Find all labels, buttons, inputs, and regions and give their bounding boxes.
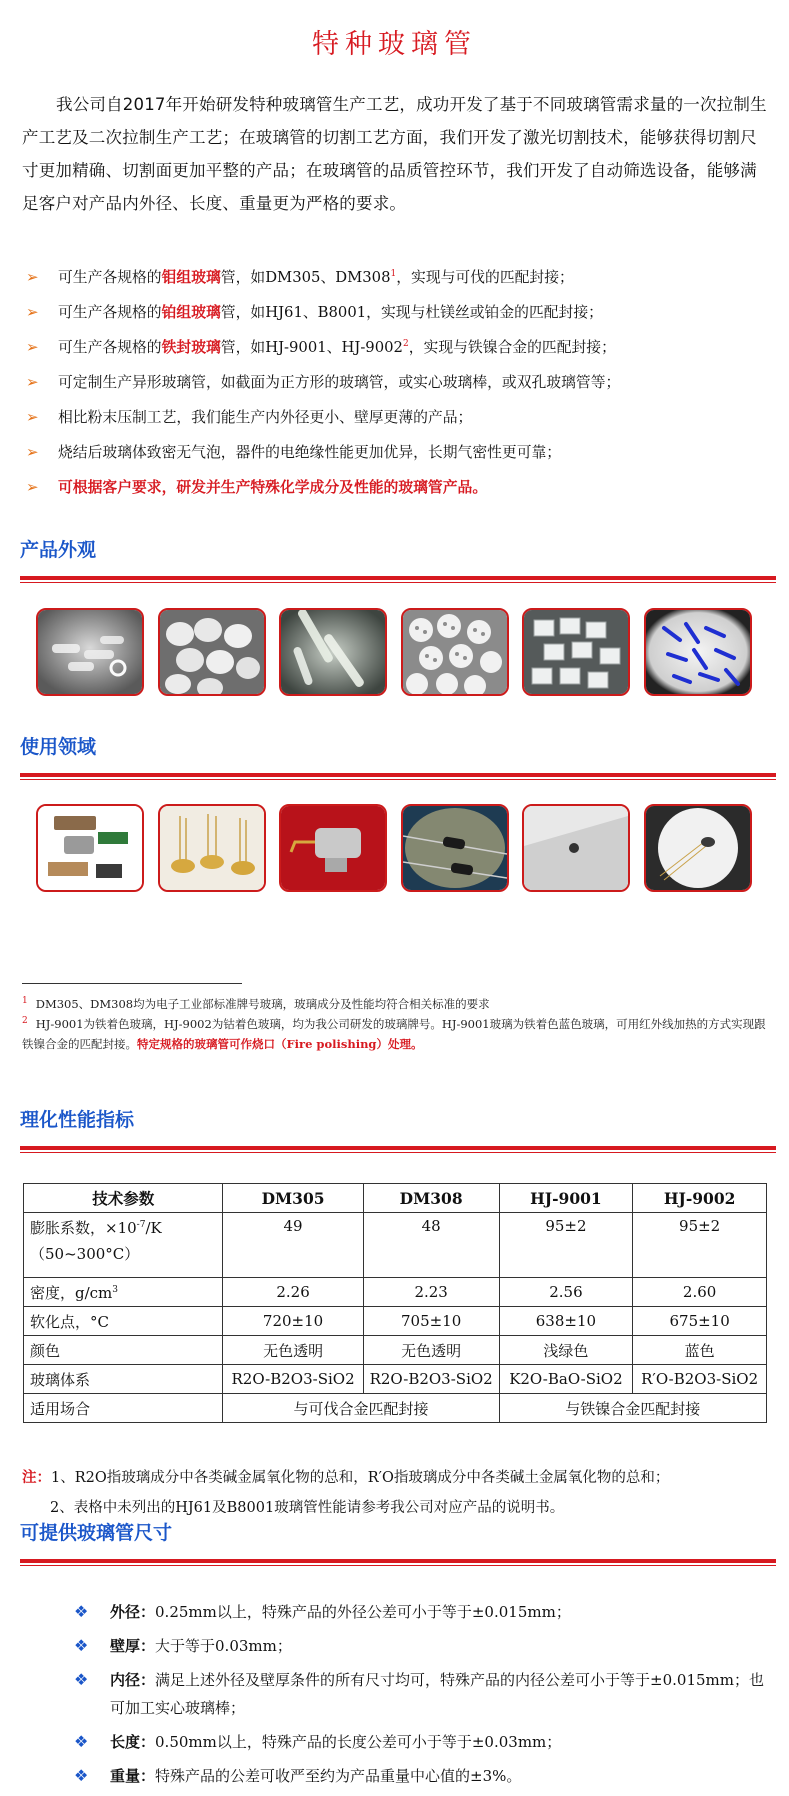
table-header: DM308 xyxy=(363,1184,499,1213)
arrow-bullet-icon: ➢ xyxy=(26,303,39,321)
section-divider xyxy=(20,1559,776,1563)
table-cell: 浅绿色 xyxy=(499,1336,633,1365)
application-photo-connectors xyxy=(36,804,144,892)
footnote-ref: 2 xyxy=(402,339,409,350)
application-photo-row xyxy=(36,804,752,892)
section-divider xyxy=(20,1146,776,1150)
row-label: 颜色 xyxy=(24,1336,223,1365)
section-heading: 可提供玻璃管尺寸 xyxy=(20,1522,173,1544)
section-heading: 使用领域 xyxy=(20,736,97,758)
size-item: ❖ 壁厚：大于等于0.03mm； xyxy=(70,1632,770,1660)
footnote-ref: 1 xyxy=(390,269,397,280)
table-cell: 2.23 xyxy=(363,1278,499,1307)
table-cell: R2O-B2O3-SiO2 xyxy=(223,1365,363,1394)
feature-item: ➢ 可生产各规格的铁封玻璃管，如HJ-9001、HJ-9002$^2$，实现与铁镍合金的匹配封接； xyxy=(20,330,775,365)
page-title: 特种玻璃管 xyxy=(312,29,477,60)
feature-item: ➢ 可生产各规格的铂组玻璃管，如HJ61、B8001，实现与杜镁丝或铂金的匹配封接； xyxy=(20,295,775,330)
section-properties xyxy=(20,1105,776,1153)
table-cell: 49 xyxy=(223,1213,363,1278)
table-row xyxy=(24,1394,767,1423)
size-item: ❖ 外径：0.25mm以上，特殊产品的外径公差可小于等于±0.015mm； xyxy=(70,1598,770,1626)
section-usage xyxy=(20,732,776,780)
section-appearance xyxy=(20,535,776,583)
table-header-row xyxy=(24,1184,767,1213)
size-item: ❖ 长度：0.50mm以上，特殊产品的长度公差可小于等于±0.03mm； xyxy=(70,1728,770,1756)
arrow-bullet-icon: ➢ xyxy=(26,373,39,391)
table-row xyxy=(24,1336,767,1365)
diamond-bullet-icon: ❖ xyxy=(74,1766,89,1785)
product-photo-white-cylinders xyxy=(158,608,266,696)
note-1: 注：1、R2O指玻璃成分中各类碱金属氧化物的总和，R′O指玻璃成分中各类碱土金属氧化物的总和； xyxy=(22,1469,670,1486)
table-cell: K2O-BaO-SiO2 xyxy=(499,1365,633,1394)
section-divider-thin xyxy=(20,779,776,780)
arrow-bullet-icon: ➢ xyxy=(26,478,39,496)
footnote-2: $^2$ HJ-9001为铁着色玻璃，HJ-9002为钴着色玻璃，均为我公司研发的玻璃牌号。HJ-9001玻璃为铁着色蓝色玻璃，可用红外线加热的方式实现跟铁镍合金的匹配封接。特定规格的玻璃管可作烧口（Fire polishing）处理。 xyxy=(22,1016,766,1051)
product-photo-square-blocks xyxy=(522,608,630,696)
section-divider-thin xyxy=(20,582,776,583)
product-photo-glass-rods xyxy=(279,608,387,696)
note-2: 2、表格中未列出的HJ61及B8001玻璃管性能请参考我公司对应产品的说明书。 xyxy=(50,1500,565,1516)
size-list xyxy=(70,1598,770,1796)
feature-item: ➢ 烧结后玻璃体致密无气泡，器件的电绝缘性能更加优异，长期气密性更可靠； xyxy=(20,435,775,470)
application-photo-sensor xyxy=(644,804,752,892)
size-item: ❖ 重量：特殊产品的公差可收严至约为产品重量中心值的±3%。 xyxy=(70,1762,770,1790)
diamond-bullet-icon: ❖ xyxy=(74,1732,89,1751)
feature-item-highlight: ➢ 可根据客户要求，研发并生产特殊化学成分及性能的玻璃管产品。 xyxy=(20,470,775,505)
application-photo-feedthrough xyxy=(279,804,387,892)
table-cell: 675±10 xyxy=(633,1307,767,1336)
table-notes xyxy=(22,1463,772,1523)
footnote-separator xyxy=(22,983,242,984)
table-header: HJ-9002 xyxy=(633,1184,767,1213)
table-header: 技术参数 xyxy=(24,1184,223,1213)
row-label: 密度，$g/cm^3$ xyxy=(24,1278,223,1307)
feature-list xyxy=(20,260,775,505)
table-cell: 48 xyxy=(363,1213,499,1278)
table-cell: 720±10 xyxy=(223,1307,363,1336)
table-row xyxy=(24,1278,767,1307)
arrow-bullet-icon: ➢ xyxy=(26,408,39,426)
table-cell: R′O-B2O3-SiO2 xyxy=(633,1365,767,1394)
application-photo-diodes xyxy=(401,804,509,892)
section-divider-thin xyxy=(20,1565,776,1566)
arrow-bullet-icon: ➢ xyxy=(26,338,39,356)
diamond-bullet-icon: ❖ xyxy=(74,1636,89,1655)
table-row xyxy=(24,1213,767,1278)
footnote-1: $^1$ DM305、DM308均为电子工业部标准牌号玻璃，玻璃成分及性能均符合相关标准的要求 xyxy=(22,996,490,1011)
feature-item: ➢ 可定制生产异形玻璃管，如截面为正方形的玻璃管，或实心玻璃棒，或双孔玻璃管等； xyxy=(20,365,775,400)
table-cell: 无色透明 xyxy=(363,1336,499,1365)
row-label: 膨胀系数，$\times 10^{-7}/K$ （50~300°C） xyxy=(24,1213,223,1278)
row-label: 适用场合 xyxy=(24,1394,223,1423)
table-cell: 2.26 xyxy=(223,1278,363,1307)
table-cell: 95±2 xyxy=(633,1213,767,1278)
row-label: 玻璃体系 xyxy=(24,1365,223,1394)
table-cell: 705±10 xyxy=(363,1307,499,1336)
table-cell: 与可伐合金匹配封接 xyxy=(223,1394,499,1423)
product-photo-blue-tubes xyxy=(644,608,752,696)
section-divider-thin xyxy=(20,1152,776,1153)
product-photo-clear-tubes xyxy=(36,608,144,696)
table-row xyxy=(24,1307,767,1336)
application-photo-to-headers xyxy=(158,804,266,892)
table-cell: 蓝色 xyxy=(633,1336,767,1365)
section-divider xyxy=(20,576,776,580)
diamond-bullet-icon: ❖ xyxy=(74,1602,89,1621)
row-label: 软化点，°C xyxy=(24,1307,223,1336)
footnotes xyxy=(22,994,772,1054)
table-cell: 95±2 xyxy=(499,1213,633,1278)
section-divider xyxy=(20,773,776,777)
table-cell: 2.56 xyxy=(499,1278,633,1307)
intro-paragraph: 我公司自2017年开始研发特种玻璃管生产工艺，成功开发了基于不同玻璃管需求量的一次拉制生产工艺及二次拉制生产工艺；在玻璃管的切割工艺方面，我们开发了激光切割技术，能够获得切割尺寸更加精确、切割面更加平整的产品；在玻璃管的品质管控环节，我们开发了自动筛选设备，能够满足客户对产品内外径、长度、重量更为严格的要求。 xyxy=(22,95,767,213)
section-sizes xyxy=(20,1518,776,1566)
table-cell: 无色透明 xyxy=(223,1336,363,1365)
table-cell: 2.60 xyxy=(633,1278,767,1307)
table-cell: 638±10 xyxy=(499,1307,633,1336)
table-cell: 与铁镍合金匹配封接 xyxy=(499,1394,766,1423)
diamond-bullet-icon: ❖ xyxy=(74,1670,89,1689)
section-heading: 理化性能指标 xyxy=(20,1109,135,1131)
table-header: HJ-9001 xyxy=(499,1184,633,1213)
size-item: ❖ 内径：满足上述外径及壁厚条件的所有尺寸均可，特殊产品的内径公差可小于等于±0.015mm；也可加工实心玻璃棒； xyxy=(70,1666,770,1722)
product-photo-row xyxy=(36,608,752,696)
arrow-bullet-icon: ➢ xyxy=(26,268,39,286)
table-row xyxy=(24,1365,767,1394)
table-cell: R2O-B2O3-SiO2 xyxy=(363,1365,499,1394)
application-photo-bead xyxy=(522,804,630,892)
arrow-bullet-icon: ➢ xyxy=(26,443,39,461)
feature-item: ➢ 可生产各规格的钼组玻璃管，如DM305、$DM308^1$，实现与可伐的匹配封接； xyxy=(20,260,775,295)
properties-table xyxy=(23,1183,767,1423)
product-photo-multi-hole-discs xyxy=(401,608,509,696)
feature-item: ➢ 相比粉末压制工艺，我们能生产内外径更小、壁厚更薄的产品； xyxy=(20,400,775,435)
section-heading: 产品外观 xyxy=(20,539,97,561)
table-header: DM305 xyxy=(223,1184,363,1213)
